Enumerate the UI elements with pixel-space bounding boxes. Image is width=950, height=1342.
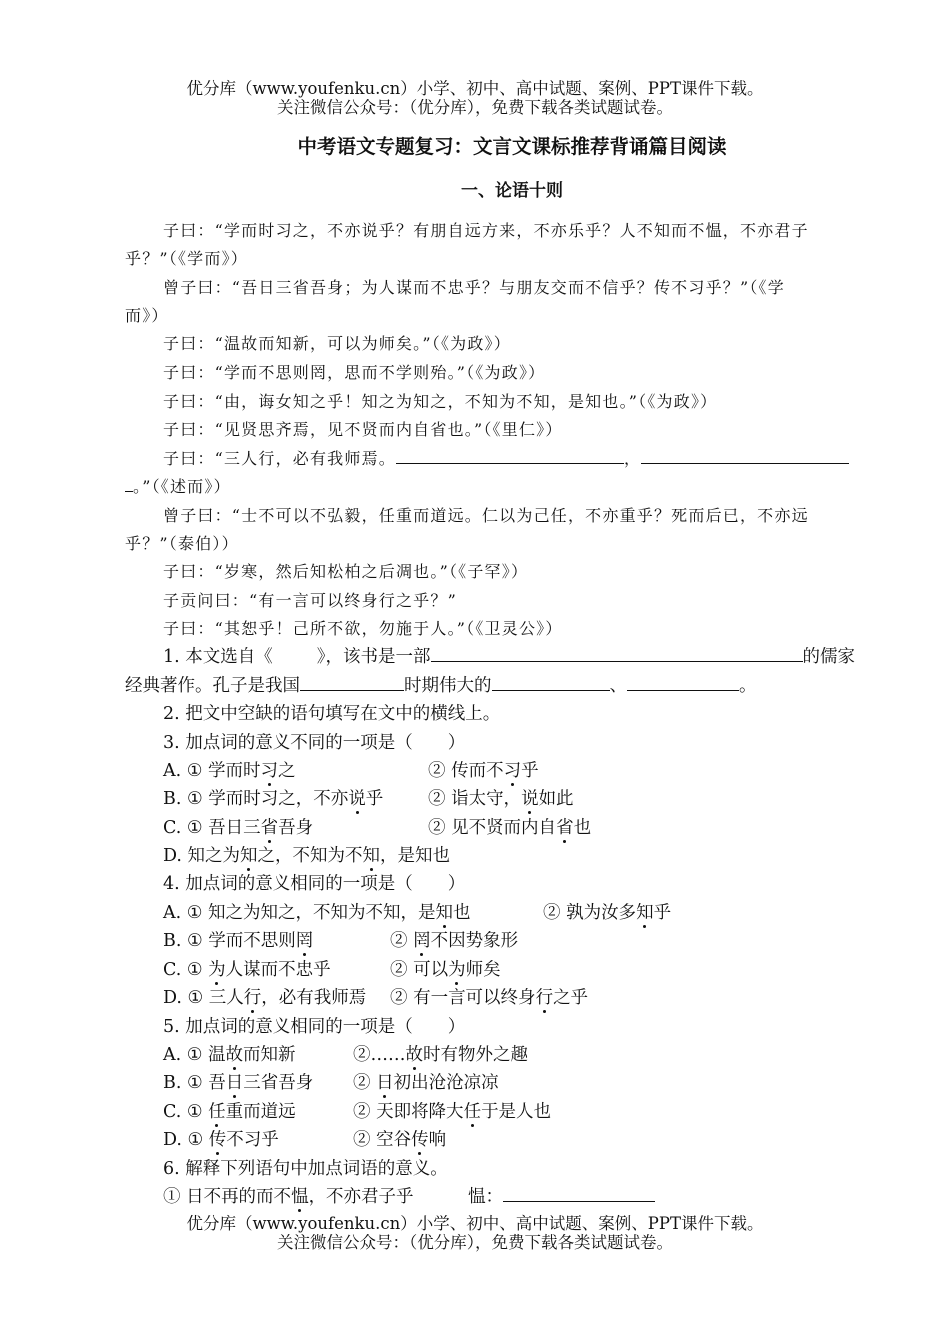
dotted-word: 为	[448, 960, 466, 980]
dotted-word: 行	[535, 988, 554, 1008]
fill-blank-2[interactable]	[641, 448, 849, 464]
q1-blank-nature[interactable]	[431, 646, 803, 662]
q1-text-e: 时期伟大的	[404, 676, 492, 696]
question-5-option-b	[163, 1069, 313, 1094]
opt-text: ②	[390, 931, 414, 951]
classic-3: 子曰：“温故而知新，可以为师矣。”（《为政》）	[163, 334, 511, 353]
opt-text: ② 有一言可以终身	[390, 988, 536, 1008]
question-2: 2. 把文中空缺的语句填写在文中的横线上。	[163, 704, 501, 724]
dotted-word: 说	[521, 789, 539, 809]
dotted-word: 知	[240, 846, 258, 866]
footer-line-1: 优分库（www.youfenku.cn）小学、初中、高中试题、案例、PPT课件下载。	[186, 1214, 764, 1233]
opt-text: D. ① 三人	[163, 988, 244, 1008]
opt-text: B. ① 吾	[163, 1073, 226, 1093]
question-6-item-1	[163, 1183, 414, 1208]
classic-8a: 曾子曰：“士不可以不弘毅，任重而道远。仁以为己任，不亦重乎？死而后已，不亦远	[163, 506, 809, 525]
dotted-word: 任	[208, 1102, 226, 1122]
opt-text: 吾身	[278, 818, 314, 838]
opt-text: 也	[573, 818, 592, 838]
bottom-footer	[0, 1214, 950, 1252]
classic-10: 子贡问曰：“有一言可以终身行之乎？”	[163, 591, 457, 610]
dotted-word: 知	[636, 903, 654, 923]
question-3-option-b-2	[428, 785, 574, 810]
q1-text-f: 、	[609, 676, 627, 696]
q1-text-d: 经典著作。孔子是我国	[125, 676, 300, 696]
opt-text: 于是人也	[481, 1102, 552, 1122]
classic-1b: 乎？”（《学而》）	[125, 249, 248, 268]
opt-text: 人谋而不忠乎	[225, 960, 331, 980]
dotted-word: 故	[225, 1045, 244, 1065]
question-6-item-1-answer	[468, 1183, 655, 1208]
opt-text: 三省吾身	[243, 1073, 314, 1093]
dotted-word: 传	[208, 1130, 227, 1150]
opt-text: 乎	[365, 789, 384, 809]
question-4-option-c-2	[390, 956, 501, 981]
classic-1a: 子曰：“学而时习之，不亦说乎？有朋自远方来，不亦乐乎？人不知而不愠，不亦君子	[163, 221, 809, 240]
opt-text: ，必有我师焉	[261, 988, 367, 1008]
dotted-word: 罔	[295, 931, 314, 951]
classic-8b: 乎？”（泰伯））	[125, 534, 239, 553]
classic-2b: 而》）	[125, 306, 169, 325]
question-5-option-c	[163, 1098, 296, 1123]
opt-text: 之	[278, 761, 296, 781]
opt-text: B. ① 学而时习之，不亦	[163, 789, 349, 809]
dotted-word: 故	[405, 1045, 423, 1065]
classic-11: 子曰：“其恕乎！己所不欲，勿施于人。”（《卫灵公》）	[163, 619, 563, 638]
header-line-1: 优分库（www.youfenku.cn）小学、初中、高中试题、案例、PPT课件下载。	[186, 79, 764, 98]
opt-text: ② 可以	[390, 960, 449, 980]
classic-4: 子曰：“学而不思则罔，思而不学则殆。”（《为政》）	[163, 363, 546, 382]
dotted-word: 说	[348, 789, 366, 809]
question-3-option-c-2	[428, 814, 591, 839]
dotted-word: 省	[260, 818, 279, 838]
opt-text: 如此	[538, 789, 574, 809]
opt-text: ② 天即将降大	[353, 1102, 464, 1122]
top-header	[0, 79, 950, 117]
opt-text: A. ① 学而时	[163, 761, 261, 781]
opt-text: C. ①	[163, 960, 209, 980]
opt-text: 不因势象形	[430, 931, 519, 951]
header-line-2: 关注微信公众号：（优分库），免费下载各类试题试卷。	[277, 98, 673, 117]
opt-text: B. ① 学而不思则	[163, 931, 296, 951]
dotted-word: 省	[556, 818, 574, 838]
question-3-option-d	[163, 842, 450, 867]
classic-7b	[125, 474, 231, 497]
q1-blank-role-1[interactable]	[492, 675, 610, 691]
fill-blank-1[interactable]	[396, 448, 624, 464]
question-3-option-a-2	[428, 757, 539, 782]
dotted-word: 习	[260, 761, 279, 781]
page-title: 中考语文专题复习：文言文课标推荐背诵篇目阅读	[297, 135, 727, 158]
question-5-option-a-2	[353, 1041, 528, 1066]
dotted-word: 罔	[413, 931, 431, 951]
opt-text: ②……	[353, 1045, 406, 1065]
dotted-word: 行	[243, 988, 262, 1008]
question-1-line-1	[163, 643, 855, 668]
opt-text: 之乎	[553, 988, 589, 1008]
dotted-word: 愠	[291, 1187, 309, 1207]
opt-text: ② 空谷	[353, 1130, 412, 1150]
opt-text: C. ①	[163, 1102, 209, 1122]
opt-text: ② 诣太守，	[428, 789, 522, 809]
opt-text: 乎	[653, 903, 672, 923]
opt-text: 初出沧沧凉凉	[393, 1073, 499, 1093]
question-4-option-b	[163, 927, 313, 952]
question-5-option-a	[163, 1041, 296, 1066]
opt-text: ② 见不贤而内自	[428, 818, 557, 838]
question-4-stem: 4. 加点词的意义相同的一项是（ ）	[163, 874, 466, 894]
q1-blank-role-2[interactable]	[627, 675, 739, 691]
dotted-word: 习	[503, 761, 522, 781]
question-4-option-c	[163, 956, 331, 981]
q6-text: ① 日不再的而不	[163, 1187, 292, 1207]
dotted-word: 为	[208, 960, 226, 980]
question-5-option-d-2	[353, 1126, 446, 1151]
opt-text: 师矣	[465, 960, 501, 980]
opt-text: 乎	[521, 761, 539, 781]
opt-text: 时有物外之趣	[423, 1045, 528, 1065]
classic-7a-text: 子曰：“三人行，必有我师焉。	[163, 449, 396, 468]
q1-text-b: 》，该书是一部	[316, 647, 431, 667]
opt-text: 响	[428, 1130, 447, 1150]
classic-9: 子曰：“岁寒，然后知松柏之后凋也。”（《子罕》）	[163, 562, 529, 581]
question-3-stem: 3. 加点词的意义不同的一项是（ ）	[163, 733, 466, 753]
dotted-word: 传	[411, 1130, 429, 1150]
dotted-word: 知	[362, 846, 381, 866]
classic-7a	[163, 446, 849, 469]
opt-text: A. ① 知之为知之，不知为不知，是	[163, 903, 436, 923]
question-1-line-2	[125, 672, 757, 697]
question-5-option-b-2	[353, 1069, 499, 1094]
classic-5: 子曰：“由，诲女知之乎！知之为知之，不知为不知，是知也。”（《为政》）	[163, 392, 718, 411]
q6-answer-blank[interactable]	[503, 1186, 655, 1202]
section-heading: 一、论语十则	[461, 181, 563, 201]
classic-6: 子曰：“见贤思齐焉，见不贤而内自省也。”（《里仁》）	[163, 420, 563, 439]
question-5-stem: 5. 加点词的意义相同的一项是（ ）	[163, 1017, 466, 1037]
opt-text: 而知新	[243, 1045, 296, 1065]
opt-text: A. ① 温	[163, 1045, 226, 1065]
q6-answer-label: 愠：	[468, 1187, 503, 1207]
question-6-stem: 6. 解释下列语句中加点词语的意义。	[163, 1159, 448, 1179]
question-4-option-d-2	[390, 984, 588, 1009]
opt-text: ②	[353, 1073, 377, 1093]
dotted-word: 日	[376, 1073, 394, 1093]
opt-text: 之，不知为不	[257, 846, 363, 866]
q6-text: ，不亦君子乎	[308, 1187, 414, 1207]
opt-text: D. ①	[163, 1130, 209, 1150]
dotted-word: 日	[225, 1073, 244, 1093]
question-5-option-c-2	[353, 1098, 551, 1123]
dotted-word: 任	[463, 1102, 482, 1122]
q1-blank-period[interactable]	[300, 675, 404, 691]
q1-text-c: 的儒家	[802, 647, 856, 667]
q1-text-a: 1. 本文选自《	[163, 647, 273, 667]
opt-text: 也	[453, 903, 471, 923]
fill-blank-2-cont[interactable]	[125, 476, 133, 492]
classic-7a-comma: ，	[623, 449, 642, 468]
q1-text-g: 。	[739, 676, 757, 696]
opt-text: D. 知之为	[163, 846, 241, 866]
question-5-option-d	[163, 1126, 279, 1151]
question-4-option-a-2	[543, 899, 671, 924]
opt-text: ② 孰为汝多	[543, 903, 637, 923]
question-4-option-a	[163, 899, 471, 924]
classic-2a: 曾子曰：“吾日三省吾身；为人谋而不忠乎？与朋友交而不信乎？传不习乎？”（《学	[163, 278, 785, 297]
dotted-word: 知	[435, 903, 454, 923]
opt-text: ，是知也	[380, 846, 451, 866]
question-4-option-d	[163, 984, 366, 1009]
classic-7b-text: 。”（《述而》）	[133, 477, 231, 496]
opt-text: ② 传而不	[428, 761, 504, 781]
opt-text: C. ① 吾日三	[163, 818, 261, 838]
question-3-option-b	[163, 785, 383, 810]
opt-text: 重而道远	[225, 1102, 296, 1122]
question-3-option-c	[163, 814, 313, 839]
question-4-option-b-2	[390, 927, 518, 952]
question-3-option-a	[163, 757, 296, 782]
opt-text: 不习乎	[226, 1130, 279, 1150]
footer-line-2: 关注微信公众号：（优分库），免费下载各类试题试卷。	[277, 1233, 673, 1252]
